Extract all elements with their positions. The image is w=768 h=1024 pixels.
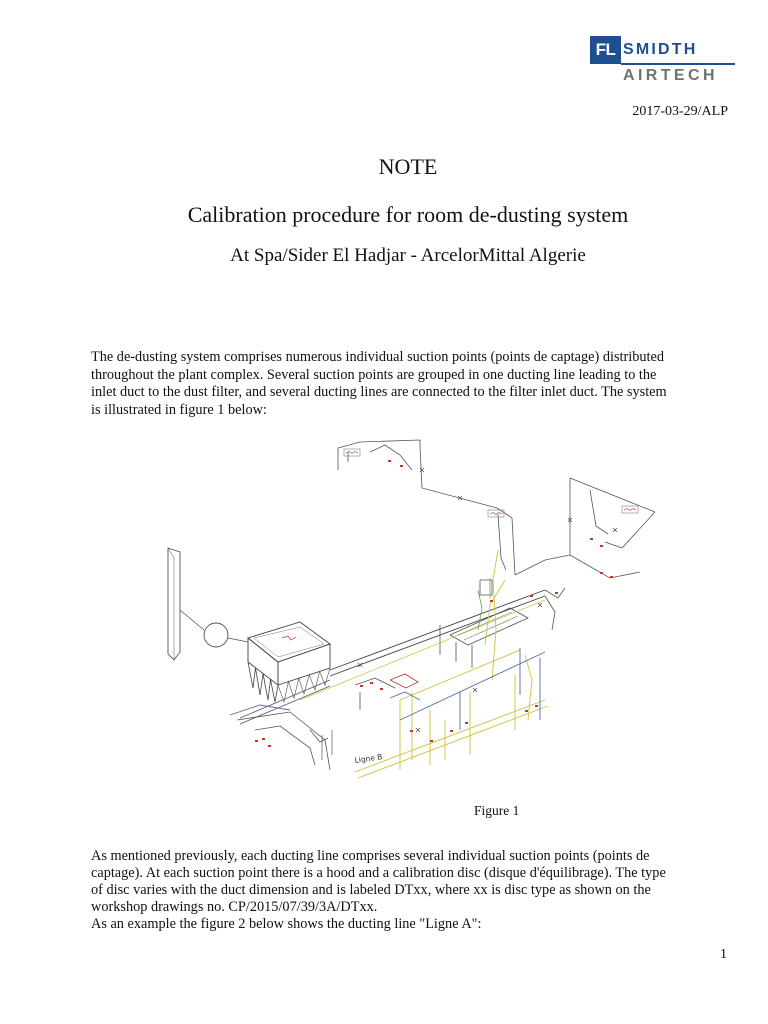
ducting-isometric-drawing — [160, 430, 670, 800]
duct-line — [330, 596, 545, 676]
logo-fl-box: FL — [590, 36, 621, 64]
duct-line — [458, 612, 512, 635]
dust-filter-top — [248, 622, 330, 662]
suction-point-marker — [610, 576, 613, 578]
logo-rule — [621, 63, 735, 65]
duct-line — [358, 706, 548, 778]
line-tag-mark — [490, 513, 502, 515]
duct-line — [545, 596, 555, 630]
suction-point-marker — [535, 705, 538, 707]
page-number: 1 — [720, 947, 727, 962]
duct-line — [605, 512, 655, 548]
duct-line — [515, 560, 545, 575]
suction-point-marker — [430, 740, 433, 742]
logo-smidth-text: SMIDTH — [623, 41, 698, 58]
damper-cross-marker — [538, 603, 542, 607]
duct-line — [590, 490, 608, 534]
suction-point-marker — [360, 685, 363, 687]
suction-point-marker — [590, 538, 593, 540]
suction-point-marker — [450, 730, 453, 732]
duct-line — [330, 590, 545, 670]
duct-line — [570, 478, 655, 512]
suction-point-marker — [388, 460, 391, 462]
duct-line — [478, 590, 482, 630]
paragraph-line: is illustrated in figure 1 below: — [91, 401, 267, 418]
ligne-b-label: Ligne B — [354, 752, 383, 765]
suction-point-marker — [400, 465, 403, 467]
duct-line — [390, 674, 418, 688]
damper-cross-marker — [420, 468, 424, 472]
line-tag — [344, 449, 360, 456]
suction-point-marker — [600, 545, 603, 547]
suction-point-marker — [530, 595, 533, 597]
paragraph-line: throughout the plant complex. Several suction points are grouped in one ducting line leading to the — [91, 366, 657, 383]
paragraph-line: As an example the figure 2 below shows the ducting line "Ligne A": — [91, 915, 482, 932]
duct-line — [370, 445, 412, 470]
suction-point-marker — [555, 592, 558, 594]
note-heading: NOTE — [378, 154, 438, 179]
paragraph-line: of disc varies with the duct dimension and is labeled DTxx, where xx is disc type as shown on the — [91, 881, 651, 898]
damper-cross-marker — [613, 528, 617, 532]
paragraph-line: workshop drawings no. CP/2015/07/39/3A/DTxx. — [91, 898, 378, 915]
suction-point-marker — [255, 740, 258, 742]
duct-line — [300, 600, 545, 700]
suction-point-marker — [465, 722, 468, 724]
line-tag-mark — [624, 509, 636, 511]
suction-point-marker — [370, 682, 373, 684]
figure-caption: Figure 1 — [474, 803, 520, 818]
suction-point-marker — [268, 745, 271, 747]
company-logo — [588, 34, 738, 88]
duct-line — [464, 616, 518, 640]
paragraph-line: The de-dusting system comprises numerous individual suction points (points de captage) distributed — [91, 349, 664, 365]
document-title: Calibration procedure for room de-dusting system — [187, 202, 629, 227]
document-subtitle: At Spa/Sider El Hadjar - ArcelorMittal Algerie — [230, 245, 586, 266]
document-reference-date: 2017-03-29/ALP — [632, 104, 728, 119]
duct-line — [400, 652, 545, 720]
suction-point-marker — [600, 572, 603, 574]
intro-paragraph — [91, 349, 667, 419]
description-paragraph — [91, 848, 666, 933]
line-tag — [622, 506, 638, 513]
suction-point-marker — [380, 688, 383, 690]
suction-point-marker — [262, 738, 265, 740]
stack-to-fan-duct — [180, 610, 204, 630]
paragraph-line: As mentioned previously, each ducting line comprises several individual suction points (points de — [91, 848, 650, 864]
damper-cross-marker — [473, 688, 477, 692]
suction-point-marker — [410, 730, 413, 732]
suction-point-marker — [490, 600, 493, 602]
duct-line — [420, 447, 497, 508]
stack-edge — [168, 548, 174, 660]
duct-line — [498, 514, 506, 570]
duct-line — [570, 555, 640, 578]
duct-line — [355, 700, 545, 772]
paragraph-line: inlet duct to the dust filter, and several ducting lines are connected to the filter inlet duct. The system — [91, 384, 667, 401]
fan-symbol — [204, 623, 228, 647]
logo-airtech-text: AIRTECH — [623, 67, 718, 84]
figure-1-diagram — [160, 430, 670, 800]
damper-cross-marker — [416, 728, 420, 732]
duct-line — [237, 712, 330, 770]
duct-line — [545, 555, 570, 560]
paragraph-line: captage). At each suction point there is a hood and a calibration disc (disque d'équilibrage). The type — [91, 864, 666, 881]
suction-point-marker — [525, 710, 528, 712]
fan-to-filter-duct — [228, 638, 248, 642]
duct-line — [240, 686, 330, 724]
filter-tag-mark — [282, 636, 296, 640]
duct-line — [338, 440, 420, 470]
duct-line — [255, 726, 315, 765]
